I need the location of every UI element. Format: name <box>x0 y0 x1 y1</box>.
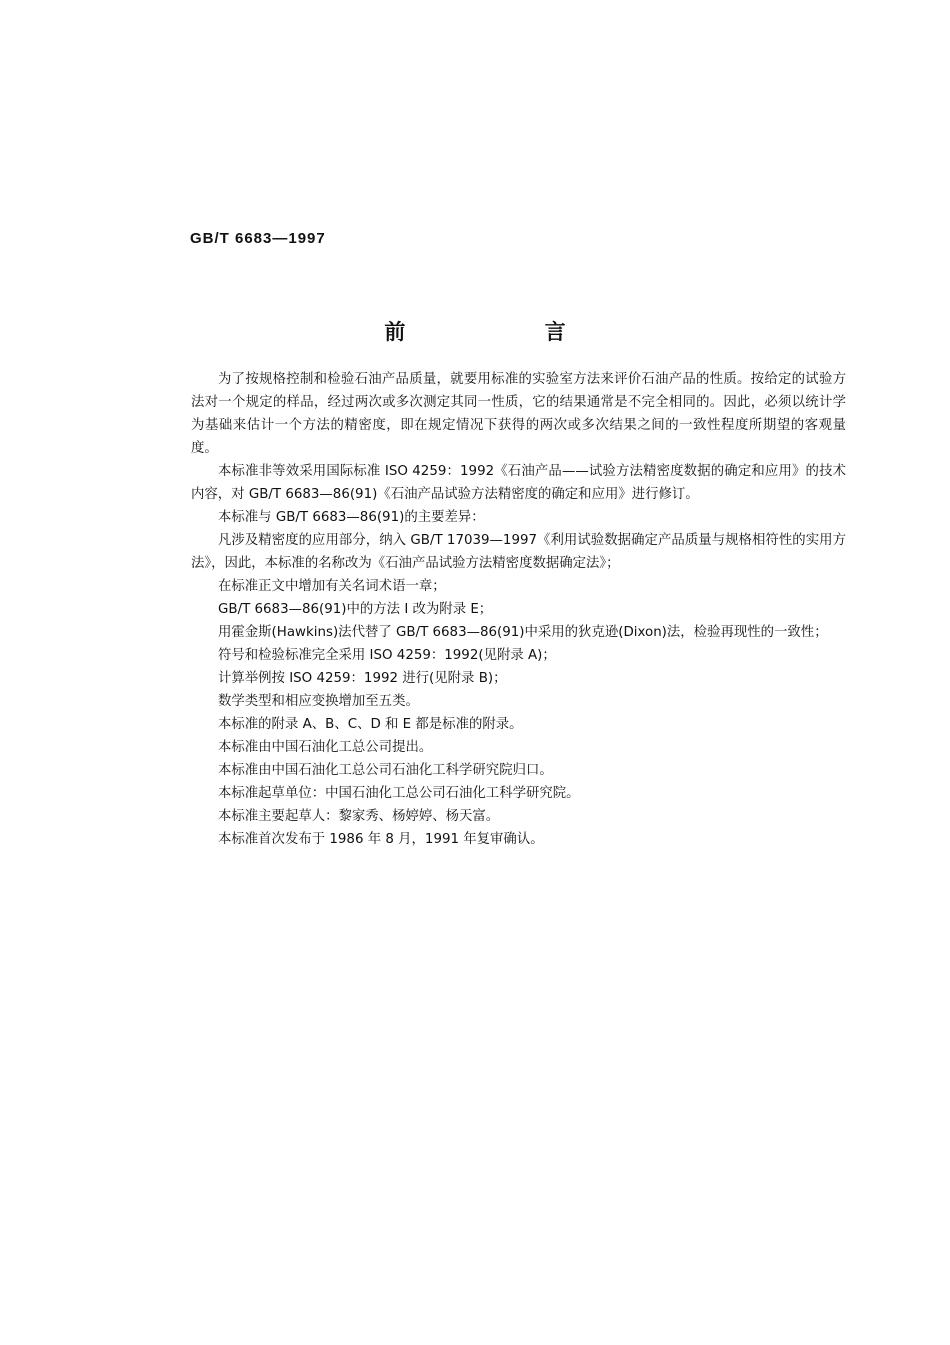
paragraph: 凡涉及精密度的应用部分，纳入 GB/T 17039—1997《利用试验数据确定产品质量与规格相符性的实用方法》，因此，本标准的名称改为《石油产品试验方法精密度数据确定法》； <box>191 533 846 571</box>
foreword-body <box>191 368 846 851</box>
paragraph: 计算举例按 ISO 4259：1992 进行(见附录 B)； <box>218 671 507 686</box>
paragraph: 本标准由中国石油化工总公司石油化工科学研究院归口。 <box>218 763 553 778</box>
paragraph: 符号和检验标准完全采用 ISO 4259：1992(见附录 A)； <box>218 648 556 663</box>
standard-code: GB/T 6683—1997 <box>190 230 326 247</box>
paragraph: 在标准正文中增加有关名词术语一章； <box>218 579 446 594</box>
paragraph: 本标准首次发布于 1986 年 8 月，1991 年复审确认。 <box>218 832 544 847</box>
paragraph: 用霍金斯(Hawkins)法代替了 GB/T 6683—86(91)中采用的狄克逊(Dixon)法，检验再现性的一致性； <box>218 625 828 640</box>
paragraph: 本标准由中国石油化工总公司提出。 <box>218 740 433 755</box>
paragraph: GB/T 6683—86(91)中的方法 I 改为附录 E； <box>218 602 493 617</box>
paragraph: 为了按规格控制和检验石油产品质量，就要用标准的实验室方法来评价石油产品的性质。按给定的试验方法对一个规定的样品，经过两次或多次测定其同一性质，它的结果通常是不完全相同的。因此，必须以统计学为基础来估计一个方法的精密度，即在规定情况下获得的两次或多次结果之间的一致性程度所期望的客观量度。 <box>191 372 846 456</box>
paragraph: 数学类型和相应变换增加至五类。 <box>218 694 419 709</box>
paragraph: 本标准起草单位：中国石油化工总公司石油化工科学研究院。 <box>218 786 580 801</box>
page-title: 前 言 <box>384 320 632 344</box>
paragraph: 本标准与 GB/T 6683—86(91)的主要差异： <box>218 510 485 525</box>
paragraph: 本标准非等效采用国际标准 ISO 4259：1992《石油产品——试验方法精密度数据的确定和应用》的技术内容，对 GB/T 6683—86(91)《石油产品试验方法精密度的确定和应用》进行修订。 <box>191 464 846 502</box>
paragraph: 本标准的附录 A、B、C、D 和 E 都是标准的附录。 <box>218 717 523 732</box>
paragraph: 本标准主要起草人：黎家秀、杨婷婷、杨天富。 <box>218 809 500 824</box>
